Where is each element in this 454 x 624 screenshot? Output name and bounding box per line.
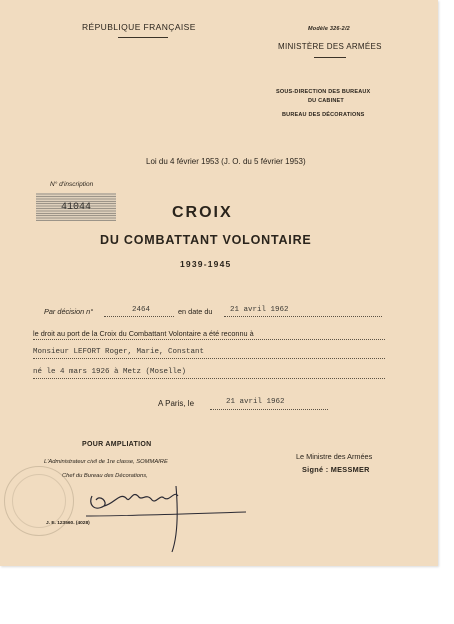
minister-title: Le Ministre des Armées: [296, 452, 373, 461]
decision-prefix: Par décision n°: [44, 307, 94, 316]
registration-label: N° d'inscription: [50, 181, 94, 188]
heading-rule: [118, 37, 168, 38]
subdirection-line-2: DU CABINET: [308, 98, 344, 104]
statement-dots: [33, 339, 385, 340]
ampliation-line-2: Chef du Bureau des Décorations,: [62, 473, 148, 479]
decision-date-label: en date du: [178, 307, 213, 316]
ampliation-line-1: L'Administrateur civil de 1re classe, SOMMAIRE: [44, 459, 168, 465]
reference-code: J. E. 123560. (4028): [46, 521, 90, 526]
republic-heading: RÉPUBLIQUE FRANÇAISE: [82, 22, 196, 32]
statement-text: le droit au port de la Croix du Combattant Volontaire a été reconnu à: [33, 329, 254, 338]
subdirection-line-1: SOUS-DIRECTION DES BUREAUX: [276, 89, 371, 95]
official-stamp-inner: [12, 474, 66, 528]
decision-date: 21 avril 1962: [230, 306, 289, 314]
handwritten-signature: [86, 480, 246, 560]
place-date: 21 avril 1962: [226, 398, 285, 406]
decision-date-dots: [224, 316, 382, 317]
recipient-dots: [33, 358, 385, 359]
title-croix: CROIX: [172, 204, 233, 221]
recipient-birth: né le 4 mars 1926 à Metz (Moselle): [33, 368, 187, 376]
decision-number: 2464: [132, 306, 151, 314]
title-years: 1939-1945: [180, 259, 232, 269]
birth-dots: [33, 378, 385, 379]
ampliation-title: POUR AMPLIATION: [82, 441, 152, 448]
decision-number-dots: [104, 316, 174, 317]
law-reference: Loi du 4 février 1953 (J. O. du 5 février 1953): [146, 157, 306, 166]
recipient-name: Monsieur LEFORT Roger, Marie, Constant: [33, 348, 205, 356]
title-combattant: DU COMBATTANT VOLONTAIRE: [100, 233, 312, 247]
registration-number: 41044: [61, 202, 92, 213]
bureau-heading: BUREAU DES DÉCORATIONS: [282, 112, 365, 118]
model-number: Modèle 326-2/2: [308, 26, 350, 32]
minister-signature: Signé : MESSMER: [302, 465, 370, 474]
place-date-dots: [210, 409, 328, 410]
place-label: A Paris, le: [158, 399, 195, 408]
ministry-heading: MINISTÈRE DES ARMÉES: [278, 42, 382, 51]
ministry-rule: [314, 57, 346, 58]
